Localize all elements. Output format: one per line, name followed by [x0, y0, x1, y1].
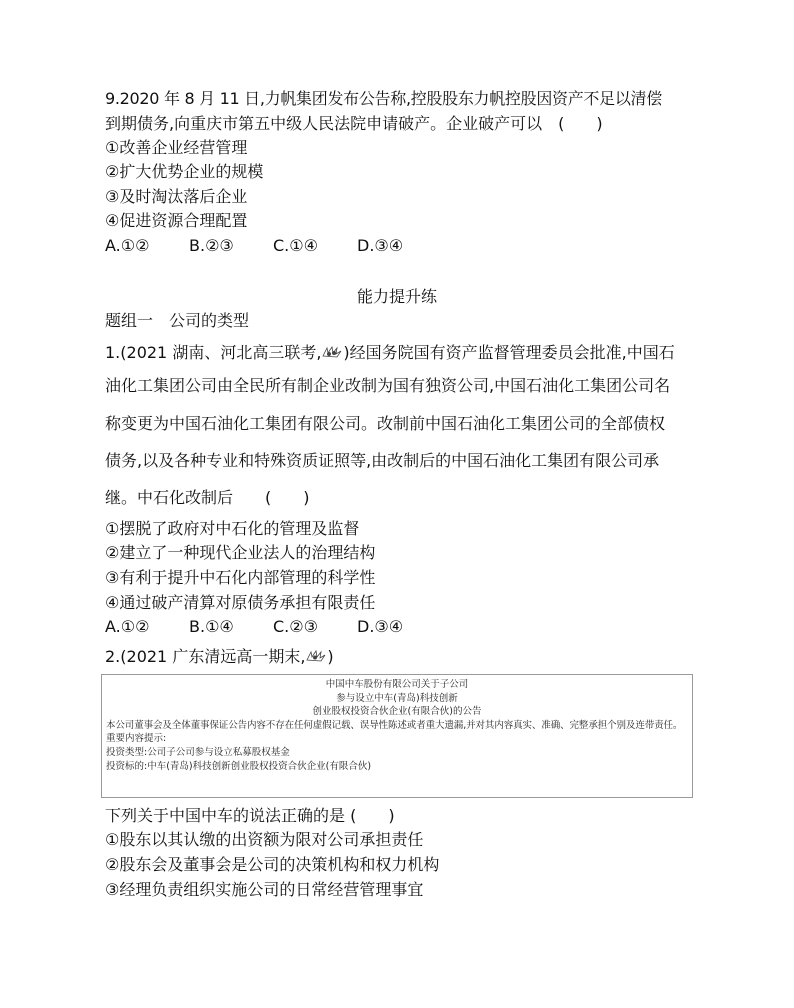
q1-stem-line1	[105, 342, 675, 364]
q1-stem-line3: 称变更为中国石油化工集团有限公司。改制前中国石油化工集团公司的全部债权	[105, 414, 666, 433]
q2-source-prefix: 2.(2021 广东清远高一期末,	[105, 647, 306, 666]
q2-stem-suffix: )	[327, 647, 334, 666]
q9-options	[105, 235, 403, 257]
announcement-body: 本公司董事会及全体董事保证公告内容不存在任何虚假记载、误导性陈述或者重大遗漏,并对其内容真实、准确、完整承担个别及连带责任。	[106, 719, 683, 731]
q2-item-1: ①股东以其认缴的出资额为限对公司承担责任	[105, 830, 424, 849]
q9-item-3: ③及时淘汰落后企业	[105, 187, 248, 206]
q2-item-3: ③经理负责组织实施公司的日常经营管理事宜	[105, 880, 424, 899]
q1-stem-line2: 油化工集团公司由全民所有制企业改制为国有独资公司,中国石油化工集团公司名	[105, 376, 671, 395]
q1-item-2: ②建立了一种现代企业法人的治理结构	[105, 543, 376, 562]
announcement-box	[101, 674, 693, 798]
q1-stem-line4: 债务,以及各种专业和特殊资质证照等,由改制后的中国石油化工集团有限公司承	[105, 451, 660, 470]
q1-stem-suffix: )经国务院国有资产监督管理委员会批准,中国石	[343, 343, 675, 362]
announcement-hint-label: 重要内容提示:	[106, 733, 167, 745]
q9-stem-line1: 9.2020 年 8 月 11 日,力帆集团发布公告称,控股股东力帆控股因资产不足以清偿	[105, 89, 662, 108]
q9-option-a[interactable]: A.①②	[105, 236, 150, 255]
q1-option-a[interactable]: A.①②	[105, 617, 150, 636]
q2-question: 下列关于中国中车的说法正确的是 ( )	[105, 806, 395, 825]
q1-options	[105, 616, 403, 638]
group-heading: 题组一 公司的类型	[105, 311, 250, 330]
q2-stem-line1	[105, 646, 334, 668]
announcement-investment-target: 投资标的:中车(青岛)科技创新创业股权投资合伙企业(有限合伙)	[106, 760, 372, 772]
section-title: 能力提升练	[356, 287, 437, 306]
announcement-title-2: 参与设立中车(青岛)科技创新	[336, 692, 458, 704]
announcement-investment-type: 投资类型:公司子公司参与设立私募股权基金	[106, 746, 290, 758]
q1-item-4: ④通过破产清算对原债务承担有限责任	[105, 593, 376, 612]
q9-option-d[interactable]: D.③④	[357, 236, 404, 255]
q9-option-b[interactable]: B.②③	[189, 236, 234, 255]
difficulty-marker-icon	[321, 345, 343, 359]
q1-option-b[interactable]: B.①④	[189, 617, 234, 636]
q2-item-2: ②股东会及董事会是公司的决策机构和权力机构	[105, 855, 440, 874]
q9-item-4: ④促进资源合理配置	[105, 211, 248, 230]
q1-option-d[interactable]: D.③④	[357, 617, 404, 636]
q1-item-1: ①摆脱了政府对中石化的管理及监督	[105, 519, 360, 538]
q9-item-1: ①改善企业经营管理	[105, 138, 248, 157]
q9-stem-line2: 到期债务,向重庆市第五中级人民法院申请破产。企业破产可以 ( )	[105, 114, 603, 133]
q9-option-c[interactable]: C.①④	[273, 236, 318, 255]
q1-item-3: ③有利于提升中石化内部管理的科学性	[105, 568, 376, 587]
q9-item-2: ②扩大优势企业的规模	[105, 162, 264, 181]
q1-option-c[interactable]: C.②③	[273, 617, 318, 636]
q1-source-prefix: 1.(2021 湖南、河北高三联考,	[105, 343, 322, 362]
difficulty-marker-icon	[305, 649, 327, 663]
q1-stem-line5: 继。中石化改制后 ( )	[105, 488, 310, 507]
announcement-title-1: 中国中车股份有限公司关于子公司	[325, 679, 469, 690]
announcement-title-3: 创业股权投资合伙企业(有限合伙)的公告	[312, 706, 482, 718]
